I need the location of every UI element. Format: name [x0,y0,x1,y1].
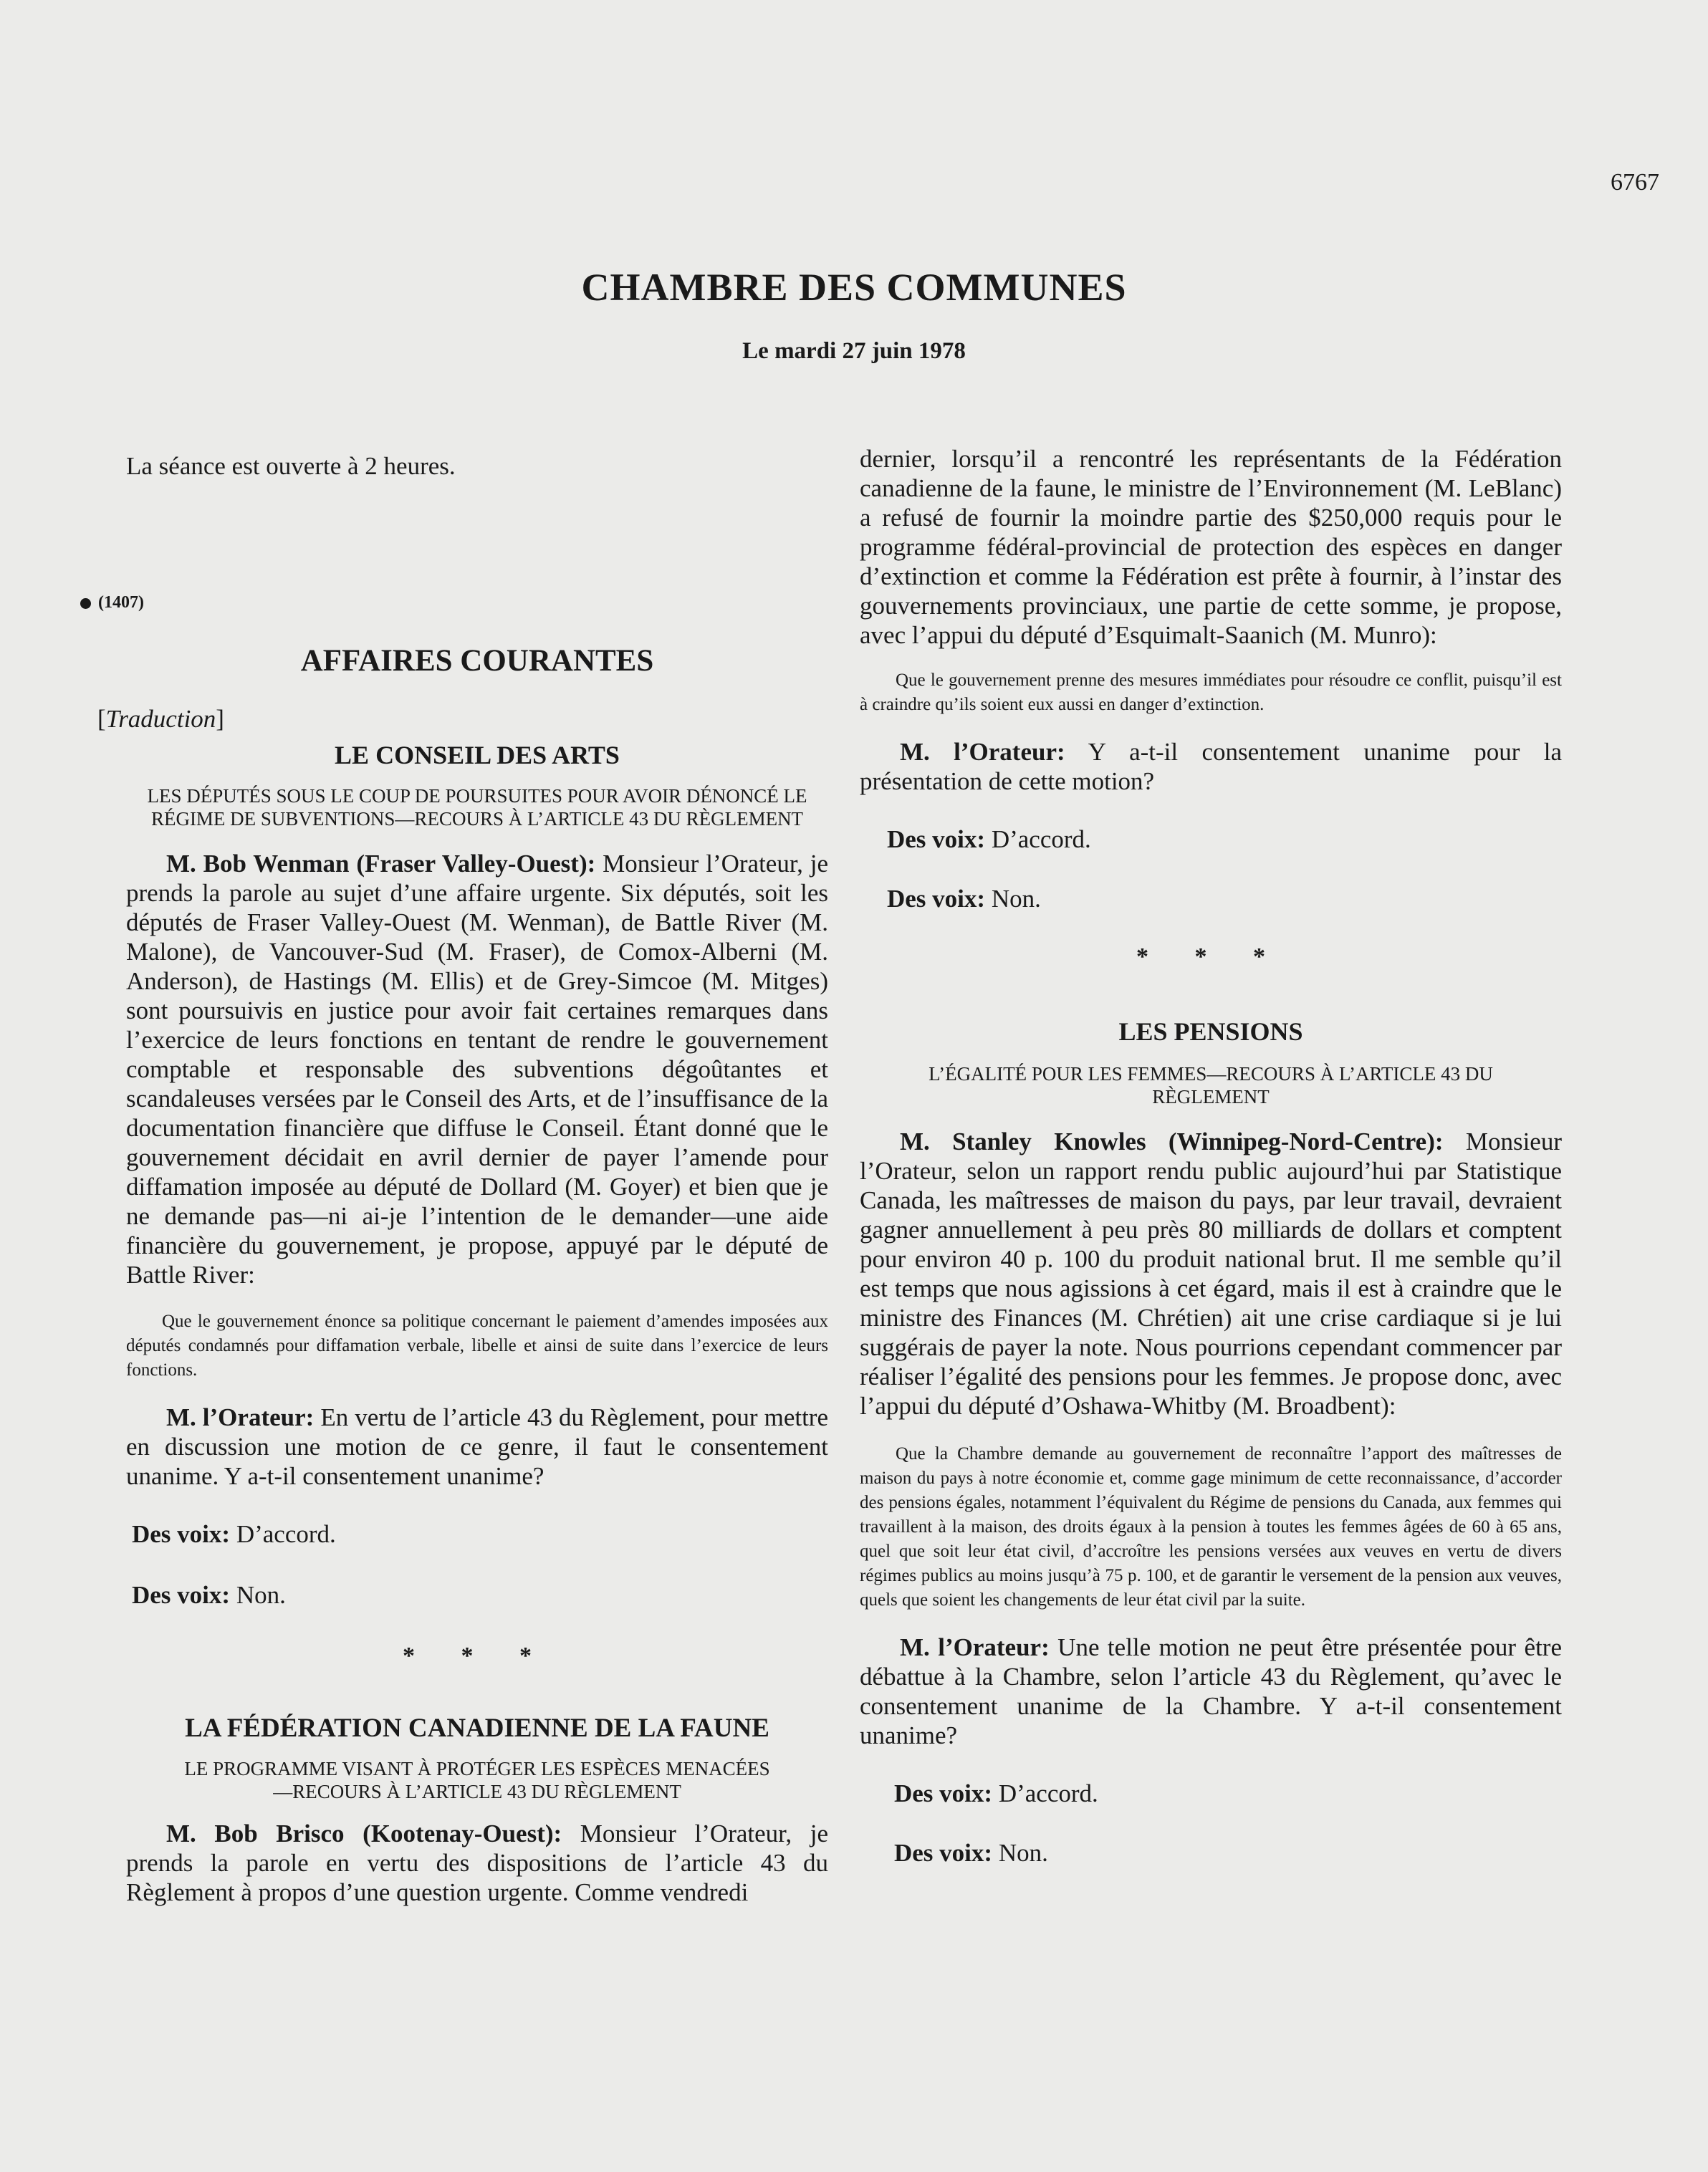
time-marker-text: (1407) [98,593,144,612]
speaker-brisco: M. Bob Brisco (Kootenay-Ouest): [166,1820,562,1847]
opening-statement: La séance est ouverte à 2 heures. [126,452,456,480]
speech-knowles-text: Monsieur l’Orateur, selon un rapport rendu public aujourd’hui par Statistique Canada, les maîtresses de maison du pays, par leur travail, devraient gagner annuellement à peu près 80 milliards de dollars et comptent pour environ 40 p. 100 du produit national brut. Il me semble qu’il est temps que nous agissions à cet égard, mais il est à craindre que le ministre des Finances (M. Chrétien) ait une crise cardiaque si je lui suggérais de payer la note. Nous pourrions cependant commencer par réaliser l’égalité des pensions pour les femmes. Je propose donc, avec l’appui du député d’Oshawa-Whitby (M. Broadbent): [860,1128,1562,1420]
speaker-voix-2a: Des voix: [887,825,986,853]
speaker-orateur-2: M. l’Orateur: [900,738,1065,766]
orateur-text-1: En vertu de l’article 43 du Règlement, pour mettre en discussion une motion de ce genre, il faut le consentement unanime. Y a-t-il consentement unanime? [126,1403,828,1490]
rubric-faune: LE PROGRAMME VISANT À PROTÉGER LES ESPÈCES MENACÉES—RECOURS À L’ARTICLE 43 DU RÈGLEMENT [184,1758,770,1802]
voix-text-2b: Non. [991,885,1041,913]
voix-text-3a: D’accord. [998,1779,1098,1807]
voix-non-1 [126,1580,828,1610]
speaker-orateur-3: M. l’Orateur: [900,1633,1050,1661]
orateur-text-2: Y a-t-il consentement unanime pour la présentation de cette motion? [860,738,1563,795]
speech-brisco-text: Monsieur l’Orateur, je prends la parole en vertu des dispositions de l’article 43 du Règlement à propos d’une question urgente. Comme vendredi [126,1820,829,1906]
right-column [860,444,1562,1868]
voix-text-2a: D’accord. [991,825,1091,853]
heading-faune: LA FÉDÉRATION CANADIENNE DE LA FAUNE [185,1714,769,1743]
speaker-wenman: M. Bob Wenman (Fraser Valley-Ouest): [166,850,596,878]
speech-wenman-text: Monsieur l’Orateur, je prends la parole au sujet d’une affaire urgente. Six députés, soit les députés de Fraser Valley-Ouest (M. Wenman), de Battle River (M. Malone), de Vancouver-Sud (M. Fraser), de Comox-Alberni (M. Anderson), de Hastings (M. Ellis) et de Grey-Simcoe (M. Mitges) sont poursuivis en justice pour avoir fait certaines remarques dans l’exercice de leurs fonctions en tentant de rendre le gouvernement comptable et responsable des subventions dégoûtantes et scandaleuses versées par le Conseil des Arts, et de l’insuffisance de la documentation financière que diffuse le Conseil. Étant donné que le gouvernement décidait en avril dernier de payer l’amende pour diffamation imposée au député de Dollard (M. Goyer) et bien que je ne demande pas—ni ai-je l’intention de le demander—une aide financière du gouvernement, je propose, appuyé par le député de Battle River: [126,850,828,1289]
speaker-voix-2b: Des voix: [887,885,986,913]
orateur-pensions [860,1633,1562,1750]
sitting-date: Le mardi 27 juin 1978 [742,338,966,364]
page-number: 6767 [1611,169,1659,196]
voix-text-1a: D’accord. [236,1520,336,1548]
page-title: CHAMBRE DES COMMUNES [581,266,1127,309]
voix-accord-2 [860,825,1562,854]
speaker-voix-1a: Des voix: [132,1520,231,1548]
voix-non-2 [860,884,1562,913]
motion-conseil-arts: Que le gouvernement énonce sa politique concernant le paiement d’amendes imposées aux députés condamnés pour diffamation verbale, libelle et ainsi de suite dans l’exercice de leurs fonctions. [126,1312,828,1380]
voix-text-1b: Non. [236,1581,286,1609]
voix-text-3b: Non. [998,1839,1048,1867]
motion-faune: Que le gouvernement prenne des mesures immédiates pour résoudre ce conflit, puisqu’il est à craindre qu’ils soient eux aussi en danger d’extinction. [860,671,1562,714]
section-heading-affaires: AFFAIRES COURANTES [300,644,654,678]
voix-accord-1 [126,1519,828,1549]
bullet-icon [80,598,91,609]
speech-knowles [860,1127,1562,1421]
speaker-orateur-1: M. l’Orateur: [166,1403,315,1431]
translation-tag: [Traduction] [97,705,224,733]
voix-accord-3 [860,1779,1562,1808]
speech-brisco [126,1819,828,1907]
speaker-voix-3b: Des voix: [894,1839,993,1867]
speaker-knowles: M. Stanley Knowles (Winnipeg-Nord-Centre): [900,1128,1444,1155]
speaker-voix-1b: Des voix: [132,1581,231,1609]
motion-pensions: Que la Chambre demande au gouvernement de reconnaître l’apport des maîtresses de maison du pays à notre économie et, comme gage minimum de cette reconnaissance, d’accorder des pensions égales, notamment l’équivalent du Régime de pensions du Canada, aux femmes qui travaillent à la maison, des droits égaux à la pension à toutes les femmes âgées de 60 à 65 ans, quel que soit leur état civil, d’accroître les pensions versées aux veuves en vertu de divers régimes publics au moins jusqu’à 75 p. 100, et de garantir le versement de la pension aux veuves, quels que soient les changements de leur état civil par la suite. [860,1444,1562,1610]
orateur-text-3: Une telle motion ne peut être présentée pour être débattue à la Chambre, selon l’article 43 du Règlement, qu’avec le consentement unanime de la Chambre. Y a-t-il consentement unanime? [860,1633,1562,1749]
rubric-pensions: L’ÉGALITÉ POUR LES FEMMES—RECOURS À L’ARTICLE 43 DU RÈGLEMENT [929,1063,1493,1107]
section-separator-1: * * * [403,1643,552,1669]
section-separator-2: * * * [1136,943,1285,970]
translation-label: Traduction [105,705,216,733]
left-column [97,444,829,1907]
speaker-voix-3a: Des voix: [894,1779,993,1807]
voix-non-3 [860,1838,1562,1868]
speech-wenman [126,849,828,1289]
orateur-faune [860,737,1562,796]
time-marker [80,588,828,618]
heading-conseil-arts: LE CONSEIL DES ARTS [335,741,620,769]
heading-pensions: LES PENSIONS [1118,1017,1303,1046]
speech-brisco-continued: dernier, lorsqu’il a rencontré les représentants de la Fédération canadienne de la faune, le ministre de l’Environnement (M. LeBlanc) a refusé de fournir la moindre partie des $250,000 requis pour le programme fédéral-provincial de protection des espèces en danger d’extinction et comme la Fédération est prête à fournir, à l’instar des gouvernements provinciaux, une partie de cette somme, je propose, avec l’appui du député d’Esquimalt-Saanich (M. Munro): [860,445,1562,649]
orateur-conseil-arts [126,1403,828,1491]
rubric-conseil-arts: LES DÉPUTÉS SOUS LE COUP DE POURSUITES POUR AVOIR DÉNONCÉ LE RÉGIME DE SUBVENTIONS—RECOURS À L’ARTICLE 43 DU RÈGLEMENT [147,785,807,830]
